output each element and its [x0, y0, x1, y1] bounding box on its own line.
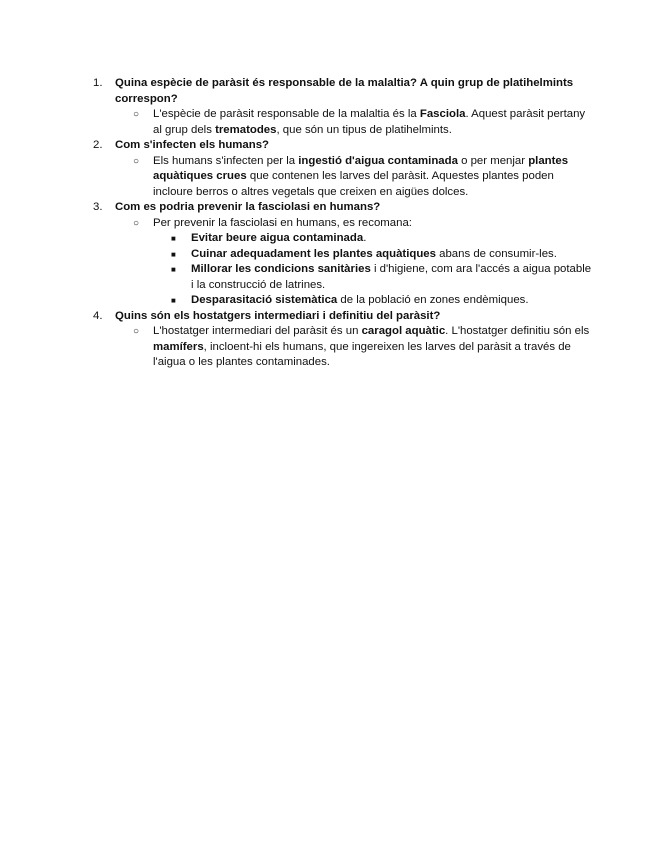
answer-text: . Aquest paràsit pertany al grup dels — [153, 108, 586, 136]
question-text: Quina espècie de paràsit és responsable de la malaltia? A quin grup de platihelmints correspon? — [115, 77, 574, 105]
question-number: 4. — [93, 309, 103, 322]
answer-list — [115, 107, 593, 138]
question-number: 1. — [93, 77, 103, 89]
answer-item — [115, 216, 593, 309]
prevention-bold: Millorar les condicions sanitàries — [191, 263, 371, 275]
prevention-text: . — [363, 232, 367, 244]
answer-item — [115, 324, 593, 371]
answer-text: , que són un tipus de platihelmints. — [276, 123, 452, 136]
prevention-item — [153, 247, 593, 263]
question-item — [93, 76, 593, 138]
question-text: Com es podria prevenir la fasciolasi en humans? — [115, 201, 381, 213]
answer-bold: ingestió d'aigua contaminada — [298, 154, 458, 167]
prevention-bold: Desparasitació sistemàtica — [191, 294, 338, 306]
prevention-bold: Cuinar adequadament les plantes aquàtiques — [191, 247, 436, 260]
answer-text: Per prevenir la fasciolasi en humans, es recomana: — [153, 216, 412, 229]
answer-text: L'espècie de paràsit responsable de la malaltia és la — [153, 108, 420, 120]
question-number: 2. — [93, 139, 103, 151]
answer-item — [115, 107, 593, 138]
question-list — [93, 76, 593, 371]
answer-text: que contenen les larves del paràsit. Aquestes plantes poden incloure berros o altres vegetals que creixen en aigües dolces. — [153, 170, 554, 198]
answer-text: o per menjar — [457, 154, 529, 167]
question-item — [93, 309, 593, 371]
prevention-item — [153, 262, 593, 293]
question-item — [93, 200, 593, 309]
answer-text: Els humans s'infecten per la — [153, 154, 299, 167]
answer-bold: trematodes — [215, 123, 277, 136]
answer-item — [115, 154, 593, 201]
answer-text: . L'hostatger definitiu són els — [445, 325, 590, 337]
prevention-list — [153, 231, 593, 309]
answer-text: L'hostatger intermediari del paràsit és un — [153, 325, 362, 337]
answer-list — [115, 324, 593, 371]
answer-text: , incloent-hi els humans, que ingereixen les larves del paràsit a través de l'aigua o les plantes contaminades. — [153, 340, 571, 368]
prevention-item — [153, 293, 593, 309]
question-text: Com s'infecten els humans? — [115, 139, 269, 151]
prevention-text: de la població en zones endèmiques. — [337, 294, 529, 306]
question-item — [93, 138, 593, 200]
question-number: 3. — [93, 201, 103, 213]
answer-bold: caragol aquàtic — [361, 325, 446, 337]
question-text: Quins són els hostatgers intermediari i definitiu del paràsit? — [115, 309, 441, 322]
answer-list — [115, 154, 593, 201]
prevention-text: i d'higiene, com ara l'accés a aigua potable i la construcció de latrines. — [191, 263, 592, 291]
answer-bold: Fasciola — [419, 108, 466, 120]
answer-bold: mamífers — [153, 340, 204, 353]
prevention-bold: Evitar beure aigua contaminada — [191, 232, 364, 244]
answer-list — [115, 216, 593, 309]
prevention-text: abans de consumir-les. — [435, 247, 557, 260]
answer-bold: plantes aquàtiques crues — [153, 154, 569, 182]
prevention-item — [153, 231, 593, 247]
